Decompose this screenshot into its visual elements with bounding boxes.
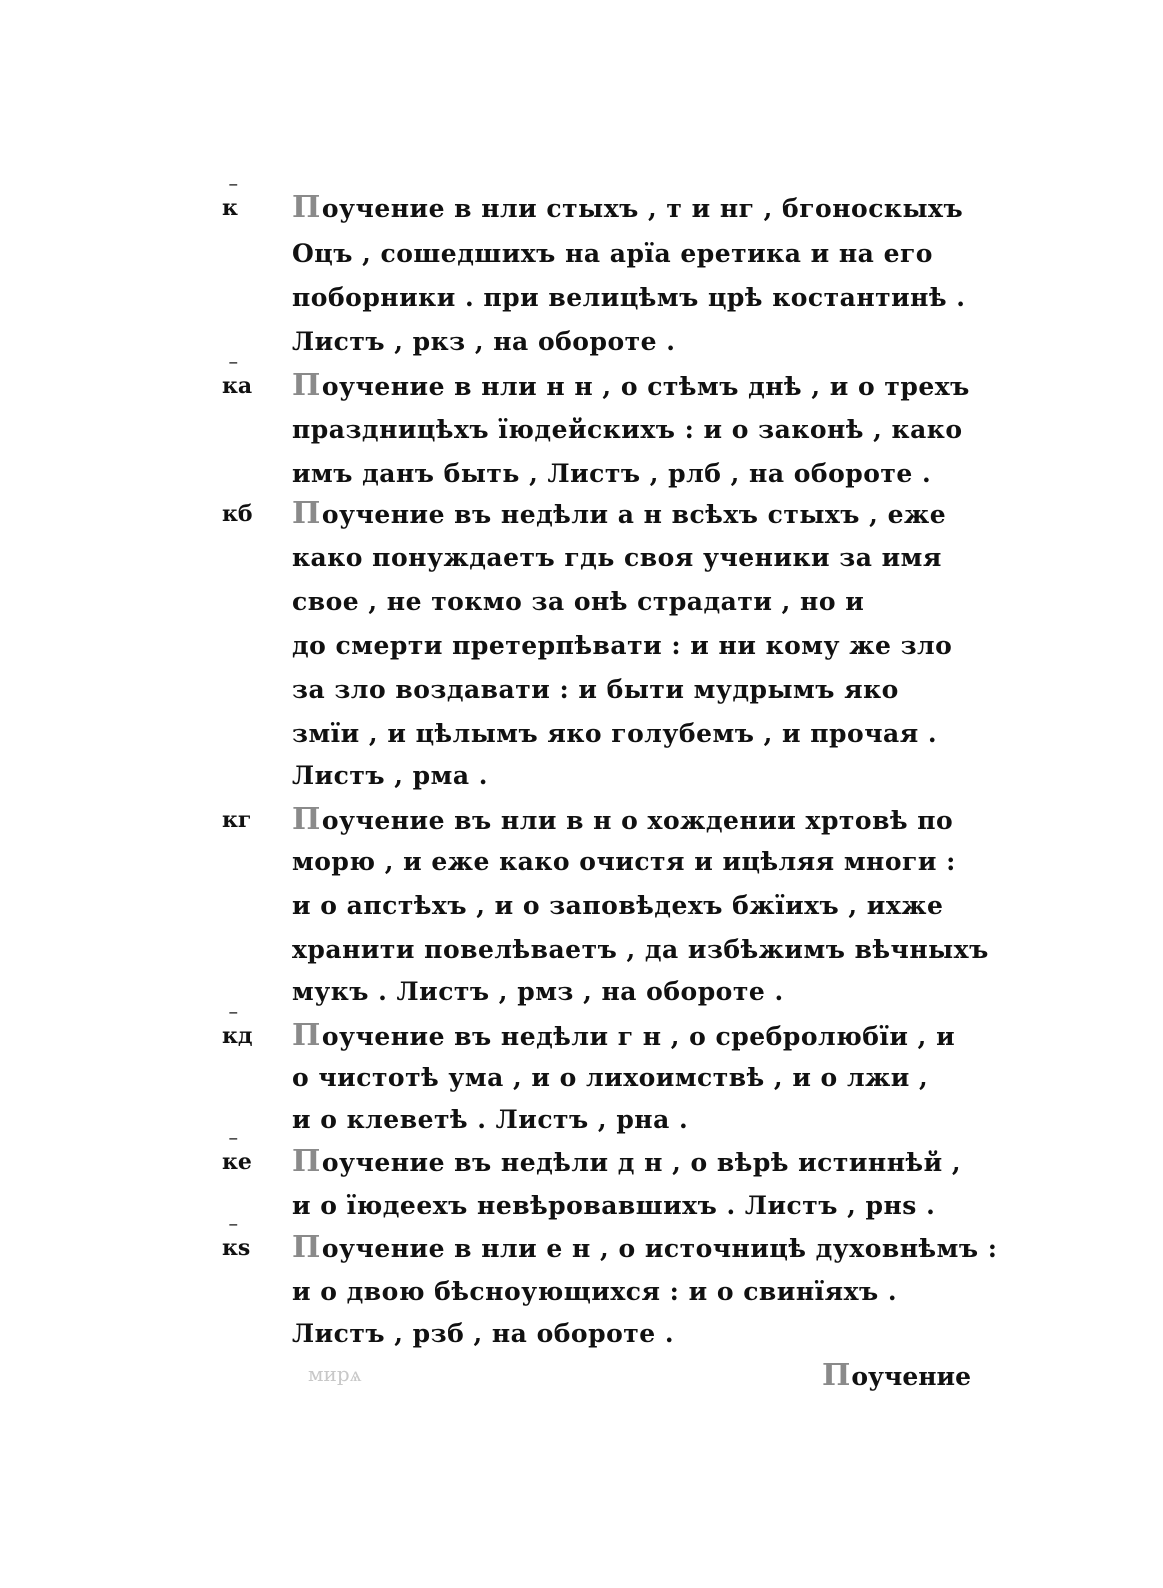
titlo-mark: ⁻ xyxy=(228,354,239,378)
entry-line: Листъ , рма . xyxy=(292,761,488,790)
line-text: оучение въ недѣли а н всѣхъ стыхъ , еже xyxy=(321,500,947,529)
line-text: оучение в нли е н , о источницѣ духовнѣмъ : xyxy=(321,1234,998,1263)
entry-line: Оцъ , сошедшихъ на арїа еретика и на его xyxy=(292,239,933,268)
entry-line: о чистотѣ ума , и о лихоимствѣ , и о лжи , xyxy=(292,1063,929,1092)
entry-line: праздницѣхъ їюдейскихъ : и о законѣ , како xyxy=(292,415,963,444)
entry-line: до смерти претерпѣвати : и ни кому же зло xyxy=(292,631,953,660)
titlo-mark: ⁻ xyxy=(228,1130,239,1154)
initial-letter: П xyxy=(292,496,321,531)
entry-line xyxy=(292,188,964,228)
smudge-text: мирѧ xyxy=(308,1362,362,1386)
entry-number: кб xyxy=(222,501,253,527)
initial-letter: П xyxy=(292,1230,321,1265)
initial-letter: П xyxy=(292,1018,321,1053)
line-text: оучение в нли н н , о стѣмъ днѣ , и о трехъ xyxy=(321,372,970,401)
entry-line: Листъ , ркз , на обороте . xyxy=(292,327,676,356)
line-text: оучение въ нли в н о хождении хртовѣ по xyxy=(321,806,954,835)
titlo-mark: ⁻ xyxy=(228,1004,239,1028)
entry-line xyxy=(292,1228,998,1268)
titlo-mark: ⁻ xyxy=(228,1216,239,1240)
entry-line: и о їюдеехъ невѣровавшихъ . Листъ , рнѕ . xyxy=(292,1191,936,1220)
entry-line xyxy=(292,366,970,406)
entry-line: како понуждаетъ гдь своя ученики за имя xyxy=(292,543,942,572)
titlo-mark: ⁻ xyxy=(228,176,239,200)
initial-letter: П xyxy=(292,190,321,225)
entry-line xyxy=(292,494,952,534)
entry-line: Листъ , рзб , на обороте . xyxy=(292,1319,675,1348)
entry-line: мукъ . Листъ , рмз , на обороте . xyxy=(292,977,784,1006)
entry-line: и о двою бѣсноующихся : и о свинїяхъ . xyxy=(292,1277,898,1306)
entry-number: ⁻ ка xyxy=(222,354,253,399)
initial-letter: П xyxy=(292,1144,321,1179)
entry-number: кг xyxy=(222,807,252,833)
entry-line xyxy=(292,1142,962,1182)
entry-line: и о апстѣхъ , и о заповѣдехъ бжїихъ , ихже xyxy=(292,891,944,920)
entry-line: имъ данъ быть , Листъ , рлб , на обороте . xyxy=(292,459,932,488)
initial-letter: П xyxy=(292,368,321,403)
line-text: оучение в нли стыхъ , т и нг , бгоноскыхъ xyxy=(321,194,964,223)
entry-number: ⁻ ке xyxy=(222,1130,252,1175)
entry-line: хранити повелѣваетъ , да избѣжимъ вѣчныхъ xyxy=(292,935,989,964)
line-text: оучение въ недѣли г н , о сребролюбїи , и xyxy=(321,1022,956,1051)
entry-line: морю , и еже како очистя и ицѣляя многи : xyxy=(292,847,956,876)
entry-line: змїи , и цѣлымъ яко голубемъ , и прочая . xyxy=(292,719,938,748)
entry-line: поборники . при велицѣмъ црѣ костантинѣ . xyxy=(292,283,966,312)
catchword-text: оучение xyxy=(851,1362,971,1391)
entry-line xyxy=(292,1016,956,1056)
entry-line: за зло воздавати : и быти мудрымъ яко xyxy=(292,675,899,704)
entry-line: и о клеветѣ . Листъ , рна . xyxy=(292,1105,689,1134)
catchword xyxy=(822,1356,971,1396)
initial-letter: П xyxy=(822,1358,851,1393)
entry-number: ⁻ к xyxy=(222,176,239,221)
entry-number: ⁻ кд xyxy=(222,1004,253,1049)
entry-number: ⁻ кѕ xyxy=(222,1216,251,1261)
initial-letter: П xyxy=(292,802,321,837)
line-text: оучение въ недѣли д н , о вѣрѣ истиннѣй , xyxy=(321,1148,962,1177)
entry-line xyxy=(292,800,952,840)
entry-line: свое , не токмо за онѣ страдати , но и xyxy=(292,587,865,616)
